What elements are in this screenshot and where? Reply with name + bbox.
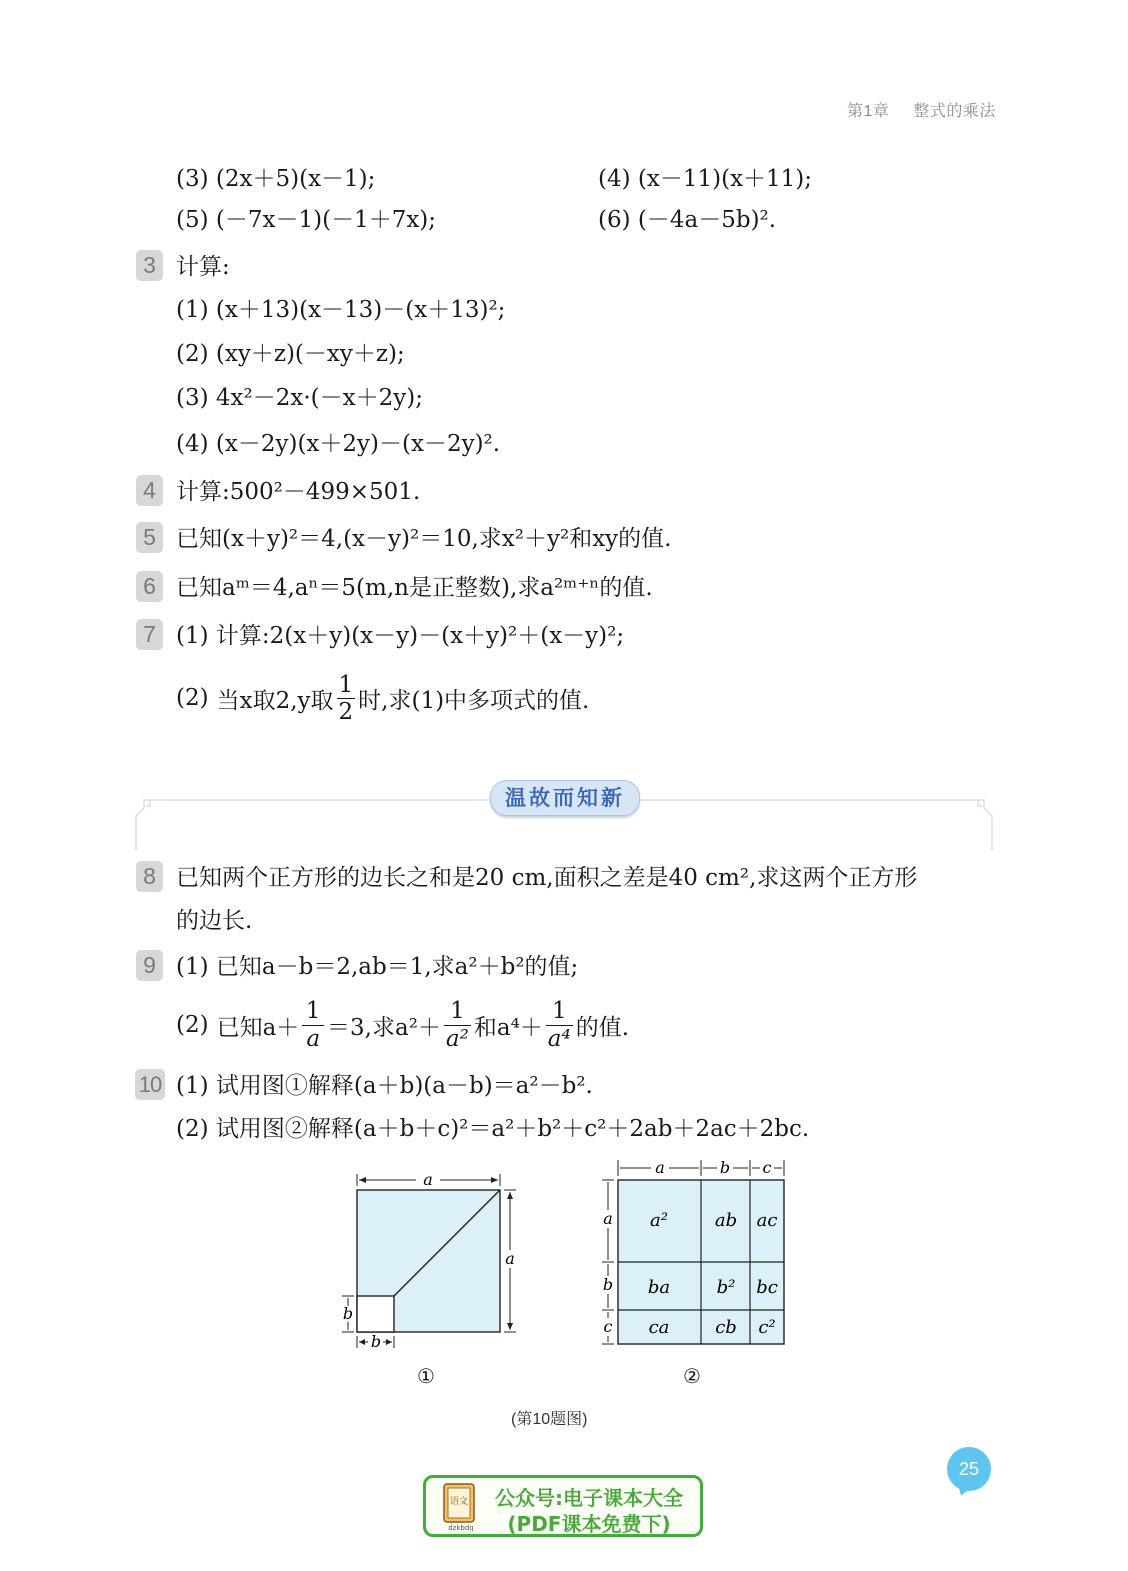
dimension-label-b: b (342, 1304, 354, 1323)
cell-label: ab (714, 1210, 738, 1231)
carry-item-5 (176, 205, 436, 235)
item-label: (1) (176, 954, 209, 980)
sub-item (176, 1071, 593, 1101)
running-header (847, 98, 996, 121)
dimension-label-b: b (602, 1275, 614, 1294)
cell-label: ba (647, 1277, 671, 1298)
cell-label: a² (650, 1210, 668, 1231)
item-expression: (2x＋5)(x－1); (215, 166, 376, 192)
item-label: (6) (598, 207, 631, 233)
item-label: (1) (176, 1073, 209, 1099)
item-text: 时,求(1)中多项式的值. (358, 687, 590, 714)
item-label: (5) (176, 207, 209, 233)
cell-label: b² (716, 1277, 736, 1298)
item-text: 试用图②解释(a＋b＋c)²＝a²＋b²＋c²＋2ab＋2ac＋2bc. (215, 1116, 810, 1142)
item-expression: (xy＋z)(－xy＋z); (215, 341, 405, 367)
item-label: (1) (176, 623, 209, 649)
fraction (302, 998, 324, 1053)
dimension-label-a: a (505, 1249, 515, 1268)
fraction-numerator: 1 (305, 997, 321, 1024)
fraction-denominator: a² (445, 1025, 469, 1052)
book-icon-caption: dzkbdq (448, 1524, 474, 1532)
item-label: (2) (176, 1116, 209, 1142)
dimension-label-a: a (423, 1170, 433, 1189)
item-expression: 计算:2(x＋y)(x－y)－(x＋y)²＋(x－y)²; (215, 623, 625, 649)
problem-number-badge: 3 (136, 250, 163, 281)
figure-caption: (第10题图) (511, 1411, 588, 1428)
item-text: 和a⁴＋ (473, 1014, 543, 1041)
carry-item-3 (176, 164, 375, 194)
item-label: (1) (176, 297, 209, 323)
fraction-denominator: a (302, 1025, 324, 1053)
sub-item (176, 295, 505, 325)
problem-number-badge: 4 (136, 475, 163, 506)
sub-item (176, 429, 500, 459)
page-number: 25 (947, 1447, 991, 1491)
dimension-label-a: a (603, 1209, 613, 1228)
watermark-line-2: (PDF课本免费下) (507, 1512, 671, 1536)
chapter-title: 整式的乘法 (913, 103, 996, 120)
item-text: 已知a－b＝2,ab＝1,求a²＋b²的值; (215, 954, 579, 980)
problem-stem: 计算:500²－499×501. (176, 479, 421, 505)
problem-stem: 计算: (176, 254, 230, 280)
cell-label: ac (756, 1210, 778, 1231)
item-expression: (x－2y)(x＋2y)－(x－2y)². (215, 431, 501, 457)
cell-label: ca (648, 1317, 670, 1338)
sub-item (176, 621, 624, 651)
cell-label: bc (756, 1277, 778, 1298)
sub-item (176, 952, 578, 982)
sub-item (176, 994, 629, 1056)
book-icon-label: 语文 (449, 1497, 469, 1507)
figure-marker-1: ① (417, 1364, 435, 1388)
fraction-numerator: 1 (338, 671, 354, 698)
sub-item (176, 668, 589, 728)
dimension-label-b: b (370, 1332, 382, 1351)
item-text: 试用图①解释(a＋b)(a－b)＝a²－b². (215, 1073, 593, 1099)
figure-2 (596, 1156, 796, 1350)
cell-label: cb (715, 1317, 737, 1338)
item-expression: 4x²－2x·(－x＋2y); (215, 385, 423, 411)
fraction-denominator: a⁴ (547, 1025, 571, 1052)
sub-item (176, 383, 423, 413)
fraction-numerator: 1 (450, 997, 465, 1024)
item-expression: (x－11)(x＋11); (637, 166, 813, 192)
problem-number-badge: 9 (136, 950, 163, 981)
item-text: 当x取2,y取 (216, 687, 334, 714)
figure-marker-2: ② (683, 1364, 701, 1388)
chapter-label: 第1章 (847, 103, 890, 120)
problem-number-badge: 8 (136, 861, 163, 892)
item-label: (2) (176, 685, 209, 711)
figure-1 (330, 1162, 530, 1362)
dimension-label-c: c (603, 1317, 613, 1336)
fraction (546, 998, 573, 1053)
problem-stem: 已知两个正方形的边长之和是20 cm,面积之差是40 cm²,求这两个正方形 (176, 865, 918, 891)
fraction (444, 998, 471, 1053)
small-square (357, 1296, 394, 1332)
problem-stem: 已知aᵐ＝4,aⁿ＝5(m,n是正整数),求a²ᵐ⁺ⁿ的值. (176, 575, 653, 601)
fraction-numerator: 1 (551, 997, 567, 1024)
item-label: (3) (176, 385, 209, 411)
item-label: (3) (176, 166, 209, 192)
carry-item-6 (598, 205, 776, 235)
problem-stem-continued: 的边长. (176, 908, 253, 934)
item-label: (4) (176, 431, 209, 457)
item-expression: (x＋13)(x－13)－(x＋13)²; (215, 297, 506, 323)
problem-number-badge: 6 (136, 571, 163, 602)
problem-number-badge: 10 (135, 1069, 165, 1100)
fraction-denominator: 2 (338, 698, 354, 725)
book-icon (440, 1482, 482, 1532)
section-title: 温故而知新 (490, 780, 640, 816)
item-text: ＝3,求a²＋ (327, 1014, 441, 1041)
item-label: (4) (598, 166, 631, 192)
item-label: (2) (176, 341, 209, 367)
cell-label: c² (758, 1317, 776, 1338)
sub-item (176, 1114, 809, 1144)
problem-number-badge: 5 (136, 522, 163, 553)
item-expression: (－7x－1)(－1＋7x); (215, 207, 437, 233)
dimension-label-a: a (655, 1158, 665, 1177)
item-expression: (－4a－5b)². (637, 207, 777, 233)
item-text: 已知a＋ (216, 1014, 300, 1041)
item-text: 的值. (575, 1014, 630, 1041)
dimension-label-c: c (762, 1158, 772, 1177)
sub-item (176, 339, 405, 369)
dimension-label-b: b (719, 1158, 731, 1177)
carry-item-4 (598, 164, 812, 194)
problem-number-badge: 7 (136, 619, 163, 650)
problem-stem: 已知(x＋y)²＝4,(x－y)²＝10,求x²＋y²和xy的值. (176, 526, 672, 552)
item-label: (2) (176, 1012, 209, 1038)
watermark-line-1: 公众号:电子课本大全 (495, 1486, 683, 1510)
fraction (337, 672, 356, 725)
